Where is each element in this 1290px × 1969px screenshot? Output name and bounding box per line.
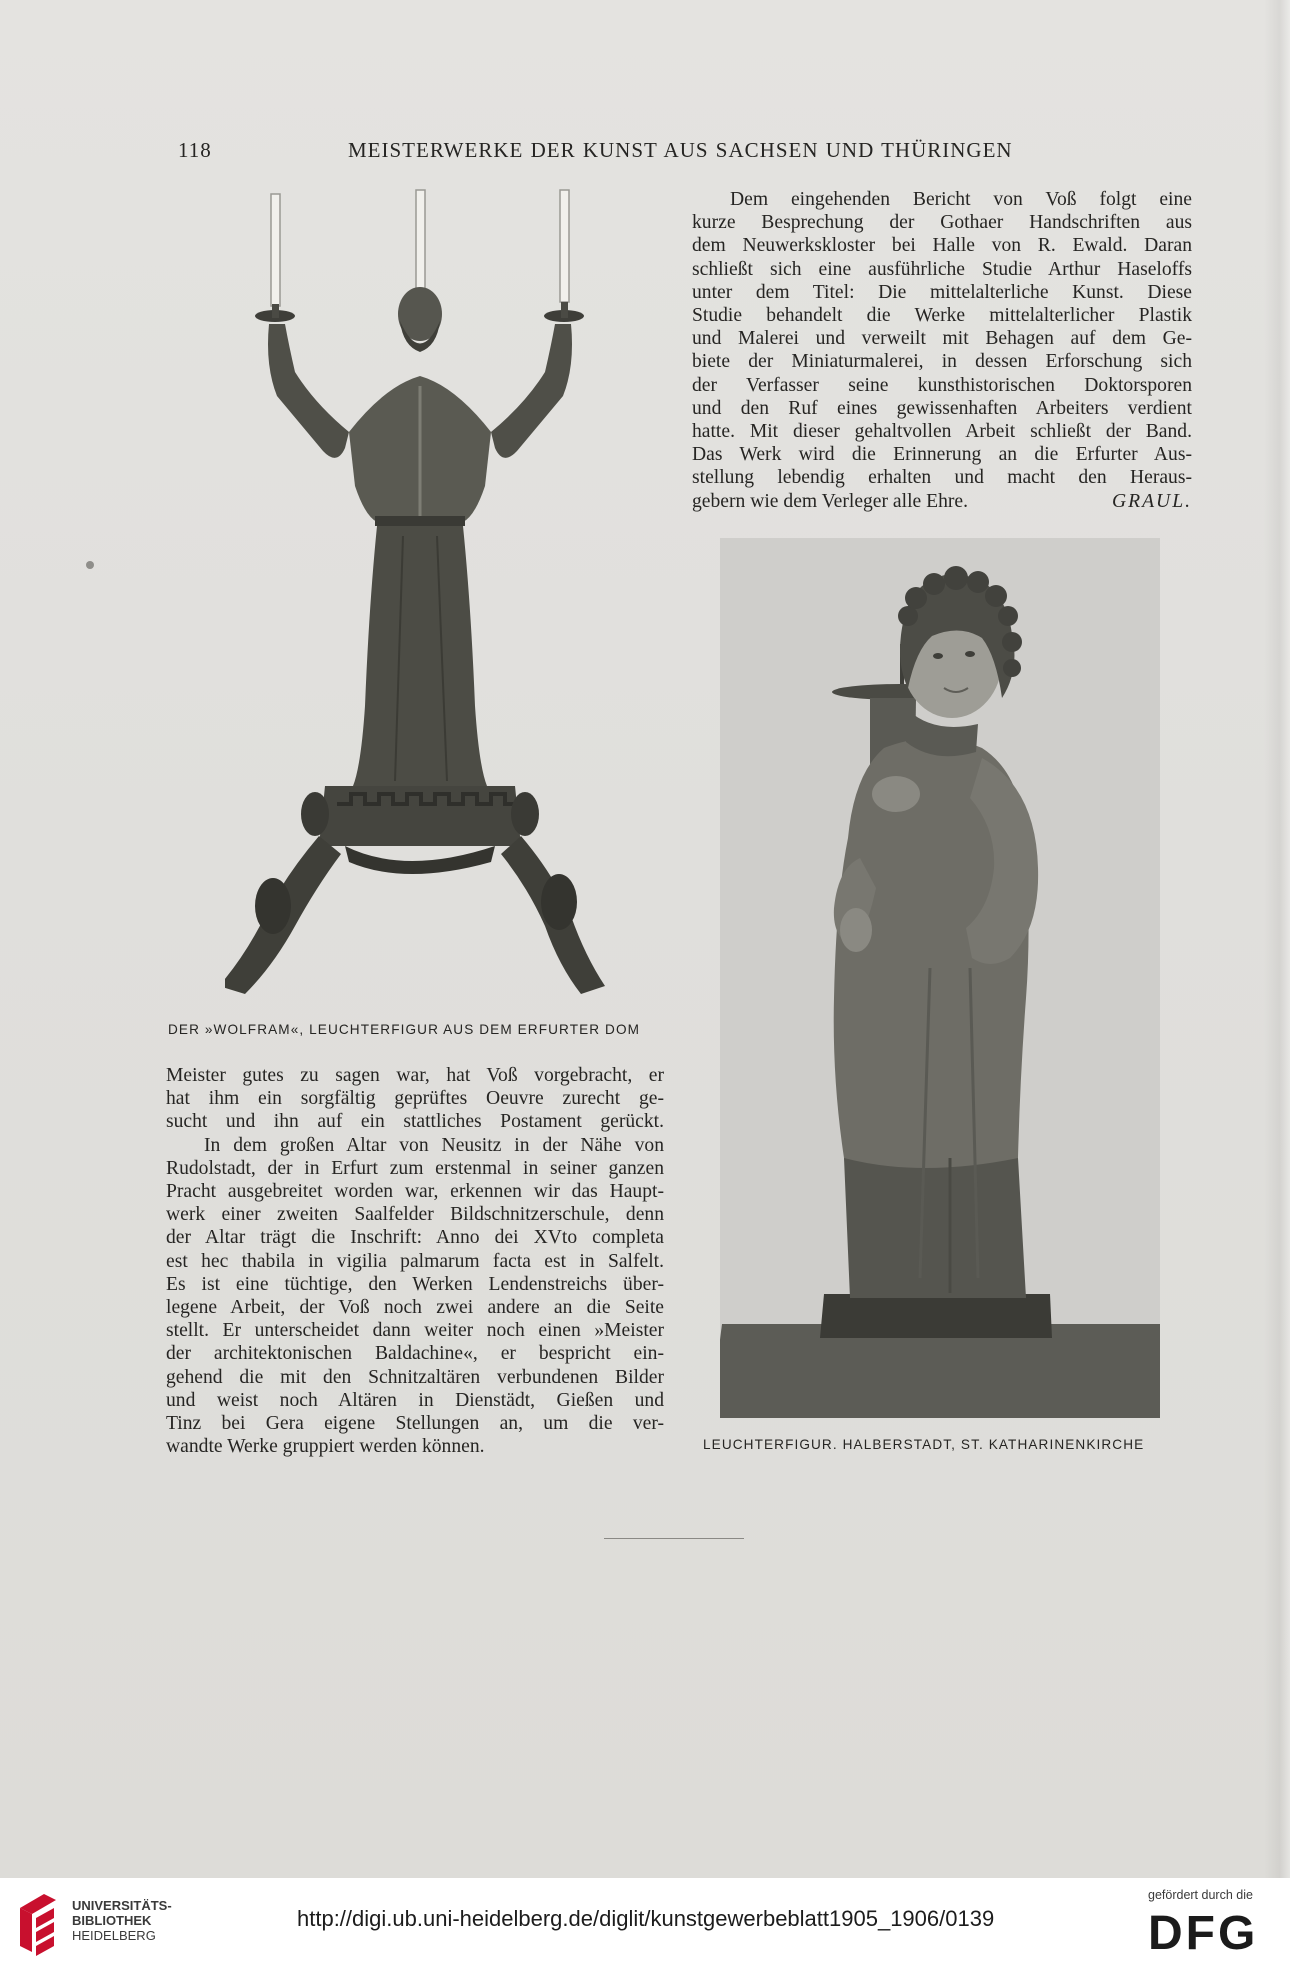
text-line: der architektonischen Baldachine«, er bespricht ein- (166, 1343, 664, 1365)
text-line: hatte. Mit dieser gehaltvollen Arbeit schließt der Band. (692, 421, 1192, 443)
left-column-text (166, 1064, 664, 1458)
running-title: MEISTERWERKE DER KUNST AUS SACHSEN UND THÜRINGEN (348, 138, 1013, 162)
candle-right (560, 190, 569, 302)
text-line: In dem großen Altar von Neusitz in der Nähe von (204, 1134, 664, 1156)
university-library-logo (14, 1888, 62, 1958)
text-line: Dem eingehenden Bericht von Voß folgt eine (730, 189, 1192, 210)
running-head (160, 136, 1080, 166)
text-line: gehend die mit den Schnitzaltären verbundenen Bilder (166, 1366, 664, 1388)
text-line: Tinz bei Gera eigene Stellungen an, um die ver- (166, 1413, 664, 1435)
permalink-url[interactable]: http://digi.ub.uni-heidelberg.de/diglit/kunstgewerbeblatt1905_1906/0139 (297, 1906, 995, 1931)
text-line: Pracht ausgebreitet worden war, erkennen wir das Haupt- (166, 1181, 664, 1203)
text-line: der Altar trägt die Inschrift: Anno dei XVto completa (166, 1227, 664, 1249)
library-line: HEIDELBERG (72, 1928, 156, 1943)
candle-middle (416, 190, 425, 300)
text-line: Meister gutes zu sagen war, hat Voß vorgebracht, er (166, 1065, 664, 1086)
text-line: hat ihm ein sorgfältig geprüftes Oeuvre zurecht ge- (166, 1088, 664, 1110)
text-line: und den Ruf eines gewissenhaften Arbeiters verdient (692, 397, 1192, 419)
text-line: gebern wie dem Verleger alle Ehre. (692, 490, 968, 512)
text-line: Es ist eine tüchtige, den Werken Lendenstreichs über- (166, 1273, 664, 1295)
section-end-rule (604, 1538, 744, 1539)
candle-left (271, 194, 280, 306)
halberstadt-angel-photo (720, 538, 1160, 1418)
text-line: stellt. Er unterscheidet dann weiter noch einen »Meister (166, 1320, 664, 1342)
text-line: werk einer zweiten Saalfelder Bildschnitzerschule, denn (166, 1204, 664, 1226)
text-line: dem Neuwerkskloster bei Halle von R. Ewald. Daran (692, 235, 1192, 257)
text-line: wandte Werke gruppiert werden können. (166, 1436, 485, 1458)
funding-note: gefördert durch die (1148, 1888, 1253, 1902)
dfg-logo: DFG (1148, 1907, 1259, 1960)
text-line: Rudolstadt, der in Erfurt zum erstenmal in seiner ganzen (166, 1157, 664, 1179)
text-line: biete der Miniaturmalerei, in dessen Erforschung sich (692, 351, 1192, 373)
author-signature: GRAUL. (1111, 490, 1192, 512)
page-number: 118 (178, 138, 212, 162)
text-line: der Verfasser seine kunsthistorischen Doktorsporen (692, 374, 1192, 396)
university-library-name (72, 1898, 172, 1943)
text-line: und weist noch Altären in Dienstädt, Gießen und (166, 1389, 664, 1411)
library-line: UNIVERSITÄTS- (72, 1898, 172, 1913)
footer-bar (0, 1878, 1290, 1969)
caption-halberstadt: LEUCHTERFIGUR. HALBERSTADT, ST. KATHARINENKIRCHE (703, 1437, 1145, 1452)
text-line: kurze Besprechung der Gothaer Handschriften aus (692, 212, 1192, 234)
scan-speck (86, 561, 94, 569)
text-line: sucht und ihn auf ein stattliches Postament gerückt. (166, 1111, 664, 1133)
text-line: Studie behandelt die Werke mittelalterlicher Plastik (692, 305, 1192, 327)
text-line: Das Werk wird die Erinnerung an die Erfurter Aus- (692, 444, 1192, 466)
text-line: und Malerei und verweilt mit Behagen auf dem Ge- (692, 328, 1192, 350)
page-edge-shadow (1264, 0, 1290, 1878)
right-column-text (692, 188, 1192, 513)
text-line: legene Arbeit, der Voß noch zwei andere an die Seite (166, 1297, 664, 1319)
caption-wolfram: DER »WOLFRAM«, LEUCHTERFIGUR AUS DEM ERFURTER DOM (168, 1022, 641, 1037)
text-line: stellung lebendig erhalten und macht den Heraus- (692, 467, 1192, 489)
wolfram-candlestick-photo (225, 186, 615, 1006)
text-line: schließt sich eine ausführliche Studie Arthur Haseloffs (692, 258, 1192, 280)
text-line: unter dem Titel: Die mittelalterliche Kunst. Diese (692, 281, 1192, 303)
text-line: est hec thabila in vigilia palmarum facta est in Salfelt. (166, 1250, 664, 1272)
library-line: BIBLIOTHEK (72, 1913, 152, 1928)
